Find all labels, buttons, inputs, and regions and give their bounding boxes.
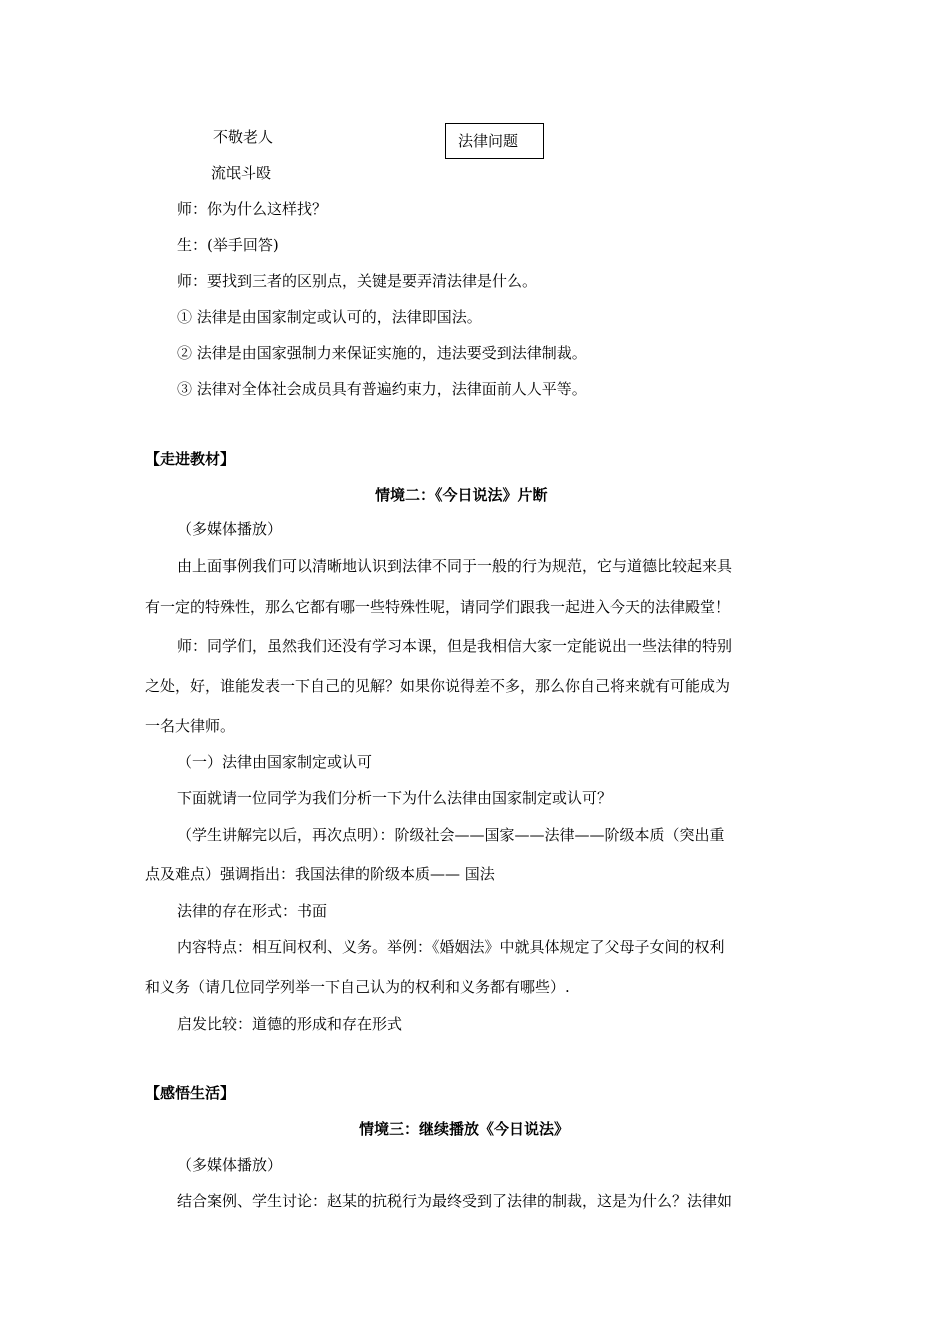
paragraph: 有一定的特殊性，那么它都有哪一些特殊性呢，请同学们跟我一起进入今天的法律殿堂！ (145, 598, 731, 616)
paragraph: ① 法律是由国家制定或认可的，法律即国法。 (177, 308, 482, 326)
paragraph: 师：要找到三者的区别点，关键是要弄清法律是什么。 (177, 272, 538, 290)
scenario-title: 情境二：《今日说法》片断 (375, 486, 548, 504)
paragraph: ③ 法律对全体社会成员具有普遍约束力，法律面前人人平等。 (177, 380, 587, 398)
box-label-text: 法律问题 (458, 132, 519, 150)
boxed-label (445, 123, 544, 159)
paragraph: 法律的存在形式：书面 (177, 902, 328, 920)
paragraph: 结合案例、学生讨论：赵某的抗税行为最终受到了法律的制裁，这是为什么？法律如 (177, 1192, 733, 1210)
paragraph: 由上面事例我们可以清晰地认识到法律不同于一般的行为规范，它与道德比较起来具 (177, 557, 733, 575)
paragraph: 之处，好，谁能发表一下自己的见解？如果你说得差不多，那么你自己将来就有可能成为 (145, 677, 731, 695)
paragraph: 和义务（请几位同学列举一下自己认为的权利和义务都有哪些）. (145, 978, 570, 996)
paragraph: 师：同学们，虽然我们还没有学习本课，但是我相信大家一定能说出一些法律的特别 (177, 637, 733, 655)
paragraph: 生：(举手回答) (177, 236, 279, 254)
paragraph: 下面就请一位同学为我们分析一下为什么法律由国家制定或认可？ (177, 789, 613, 807)
list-item: 流氓斗殴 (211, 164, 272, 182)
section-heading: 【感悟生活】 (145, 1084, 236, 1102)
paragraph: 一名大律师。 (145, 717, 236, 735)
paragraph: 师：你为什么这样找？ (177, 200, 328, 218)
paragraph: 点及难点）强调指出：我国法律的阶级本质—— 国法 (145, 865, 495, 883)
paragraph: ② 法律是由国家强制力来保证实施的，违法要受到法律制裁。 (177, 344, 587, 362)
section-heading: 【走进教材】 (145, 450, 236, 468)
paragraph: （多媒体播放） (177, 520, 283, 538)
paragraph: （学生讲解完以后，再次点明）：阶级社会——国家——法律——阶级本质（突出重 (177, 826, 725, 844)
paragraph: （多媒体播放） (177, 1156, 283, 1174)
scenario-title: 情境三：继续播放《今日说法》 (359, 1120, 570, 1138)
paragraph: 内容特点：相互间权利、义务。举例：《婚姻法》中就具体规定了父母子女间的权利 (177, 938, 725, 956)
paragraph: 启发比较：道德的形成和存在形式 (177, 1015, 403, 1033)
subheading: （一）法律由国家制定或认可 (177, 753, 373, 771)
list-item: 不敬老人 (213, 128, 274, 146)
